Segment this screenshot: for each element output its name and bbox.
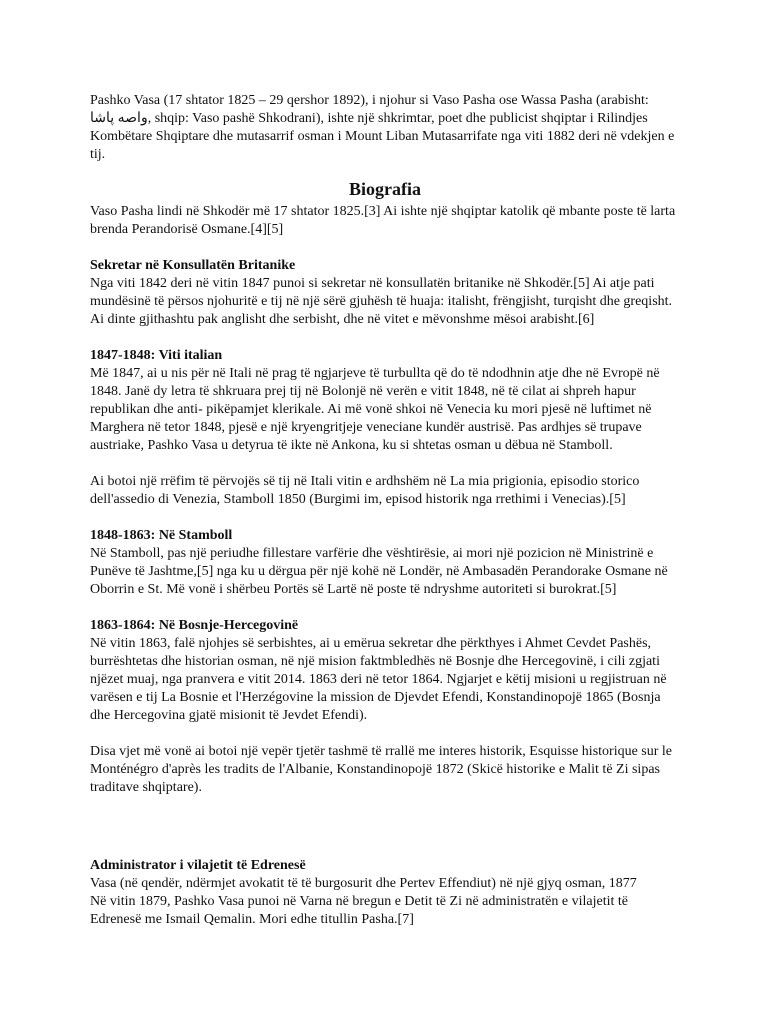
intro-text-part2: , shqip: Vaso pashë Shkodrani), ishte një shkrimtar, poet dhe publicist shqiptar i Rilindjes Kombëtare Shqiptare dhe mutasarrif osman i Mount Liban Mutasarrifate nga viti 1882 deri në vdekjen e tij. xyxy=(90,111,675,162)
section-paragraph-bosnia-1: Në vitin 1863, falë njohjes së serbishtes, ai u emërua sekretar dhe përkthyes i Ahmet Cevdet Pashës, burrështetas dhe historian osman, në një mision faktmbledhës në Bosnje dhe Hercegovinë, i cili zgjati njëzet muaj, nga pranvera e vitit 2014. 1863 deri në tetor 1864. Ngjarjet e këtij misioni u regjistruan në varësen e tij La Bosnie et l'Herzégovine la mission de Djevdet Efendi, Konstandinopojë 1865 (Bosnja dhe Hercegovina gjatë misionit të Jevdet Efendi). xyxy=(90,636,667,723)
section-bosnia xyxy=(90,617,680,797)
biography-paragraph: Vaso Pasha lindi në Shkodër më 17 shtator 1825.[3] Ai ishte një shqiptar katolik që mbante poste të larta brenda Perandorisë Osmane.[4][5] xyxy=(90,204,676,237)
section-heading-italian: 1847-1848: Viti italian xyxy=(90,348,223,363)
biography-title: Biografia xyxy=(349,179,421,199)
section-heading-bosnia: 1863-1864: Në Bosnje-Hercegovinë xyxy=(90,618,299,633)
section-paragraph-consulate: Nga viti 1842 deri në vitin 1847 punoi si sekretar në konsullatën britanike në Shkodër.[5] Ai atje pati mundësinë të përsos njohuritë e tij në një sërë gjuhësh të huaja: italisht, frëngjisht, turqisht dhe greqisht. Ai dinte gjithashtu pak anglisht dhe serbisht, dhe në vitet e mëvonshme mësoi arabisht.[6] xyxy=(90,276,673,327)
intro-arabic-name: واصه پاشا xyxy=(90,111,148,126)
section-heading-istanbul: 1848-1863: Në Stamboll xyxy=(90,528,233,543)
section-paragraph-edirne: Në vitin 1879, Pashko Vasa punoi në Varna në bregun e Detit të Zi në administratën e vilajetit të Edrenesë me Ismail Qemalin. Mori edhe titullin Pasha.[7] xyxy=(90,894,628,927)
section-caption-edirne: Vasa (në qendër, ndërmjet avokatit të të burgosurit dhe Pertev Effendiut) në një gjyq osman, 1877 xyxy=(90,876,637,891)
section-heading-edirne: Administrator i vilajetit të Edrenesë xyxy=(90,858,306,873)
intro-paragraph xyxy=(90,92,680,164)
document-page xyxy=(90,92,680,929)
section-heading-consulate: Sekretar në Konsullatën Britanike xyxy=(90,258,296,273)
section-edirne xyxy=(90,857,680,929)
section-italian xyxy=(90,347,680,509)
section-paragraph-italian-2: Ai botoi një rrëfim të përvojës së tij në Itali vitin e ardhshëm në La mia prigionia, episodio storico dell'assedio di Venezia, Stamboll 1850 (Burgimi im, episod historik nga rrethimi i Venecias).[5] xyxy=(90,474,640,507)
section-paragraph-istanbul: Në Stamboll, pas një periudhe fillestare varfërie dhe vështirësie, ai mori një pozicion në Ministrinë e Punëve të Jashtme,[5] nga ku u dërgua për një kohë në Londër, në Ambasadën Perandorake Osmane në Oborrin e St. Më vonë i shërbeu Portës së Lartë në poste të ndryshme autoriteti si burokrat.[5] xyxy=(90,546,668,597)
section-consulate xyxy=(90,257,680,329)
section-paragraph-bosnia-2: Disa vjet më vonë ai botoi një vepër tjetër tashmë të rrallë me interes historik, Esquisse historique sur le Monténégro d'après les tradits de l'Albanie, Konstandinopojë 1872 (Skicë historike e Malit të Zi sipas traditave shqiptare). xyxy=(90,744,673,795)
intro-text-part1: Pashko Vasa (17 shtator 1825 – 29 qershor 1892), i njohur si Vaso Pasha ose Wassa Pasha (arabisht: xyxy=(90,93,649,108)
section-paragraph-italian-1: Më 1847, ai u nis për në Itali në prag të ngjarjeve të turbullta që do të ndodhnin atje dhe në Evropë në 1848. Janë dy letra të shkruara prej tij në Bolonjë në verën e vitit 1848, në të cilat ai shpreh hapur republikan dhe anti- pikëpamjet klerikale. Ai më vonë shkoi në Venecia ku mori pjesë në luftimet në Marghera në tetor 1848, pjesë e një kryengritjeje veneciane kundër austrisë. Pas ardhjes së trupave austriake, Pashko Vasa u detyrua të ikte në Ankona, ku si shtetas osman u dëbua në Stamboll. xyxy=(90,366,660,453)
section-istanbul xyxy=(90,527,680,599)
